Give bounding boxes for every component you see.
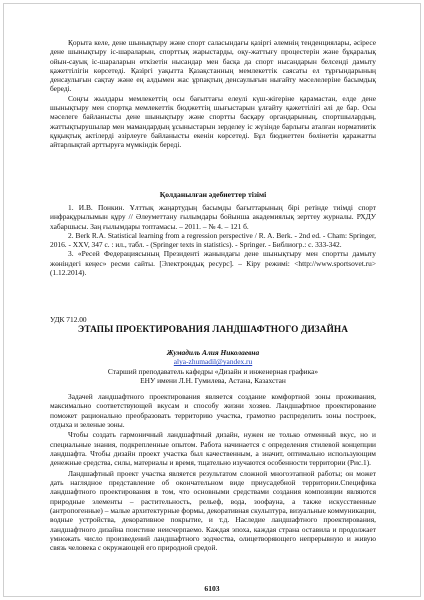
page-number: 6103: [204, 584, 220, 593]
author-block: [50, 348, 376, 386]
paragraph: Ландшафтный проект участка является результатом сложной многоэтапной работы; он может дать наглядное представление об окончательном виде приусадебной территории.Специфика ландшафтного проектирования в том, что основными средствами создания композиции являются природные элементы – растительность, рельеф, вода, зоофауна, а также искусственные (антропогенные) – малые архитектурные формы, декоративная скульптура, визуальные коммуникации, водные устройства, декоративное покрытие, и т.д. Наследие ландшафтного проектирования, ландшафтного дизайна поистине неисчерпаемо. Каждая эпоха, каждая страна оставила и продолжает умножать число произведений ландшафтного зодчества, олицетворяющего непрерывную и живую связь человека с окружающей его природной средой.: [50, 468, 376, 553]
paragraph: Қорыта келе, дене шынықтыру және спорт саласындағы қазіргі әлемнің тенденциялары, әсіресе дене шынықтыру іс-шараларын, спорттық жарыстарды, оқу-жаттығу процестерін және бұқаралық ойын-сауық іс-шараларын өткізетін нысандар мен басқа да спорт нысандарын белсенді дамыту қажеттілігін көрсетеді. Қазіргі уақытта Қазақстанның мемлекеттік саясаты ел тұрғындарының денсаулығын сақтау және ең алдымен жас ұрпақтың денсаулығын нығайту мәселелеріне басымдық береді.: [50, 38, 376, 94]
author-name: Жумадиль Алия Николаевна: [166, 348, 260, 357]
author-affiliation: ЕНУ имени Л.Н. Гумилева, Астана, Казахстан: [140, 376, 286, 386]
reference-item: 2. Berk R.A. Statistical learning from a regression perspective / R. A. Berk. - 2nd ed. - Cham: Springer, 2016. - XXV, 347 с. : ил., табл. - (Springer texts in statistics). - Springer. - Библиогр.: с. 333-342.: [50, 230, 376, 250]
author-position: Старший преподаватель кафедры «Дизайн и инженерная графика»: [107, 366, 319, 376]
article-body: [50, 392, 376, 554]
reference-item: 3. «Ресей Федерациясының Президенті жанындағы дене шынықтыру мен спортты дамыту жөніндегі кеңес» ресми сайты. [Электрондық ресурс]. – Кіру режимі: <http://www.sportsovet.ru> (1.12.2014).: [50, 249, 376, 278]
references-heading: Қолданылған әдебиеттер тізімі: [159, 190, 267, 199]
paragraph: Соңғы жылдары мемлекеттің осы бағыттағы елеулі күш-жігеріне қарамастан, елде дене шынықтыру мен спортқа мемлекеттік бюджеттің шығыстарын ұлғайту қажеттілігі әлі де бар. Осы мәселеге байланысты дене шынықтыру және спортты басқару органдарының, спортшылардың, жаттықтырушылар мен мамандардың ұсыныстарын зерделеу іс жүзінде барлығы аталған нормативтік құқықтық актілерді әзірлеуге байланысты екенін көрсетеді. Бұл бюджеттен бөлінетін қаражатты айтарлықтай арттыруға мүмкіндік береді.: [50, 93, 376, 150]
article-title: ЭТАПЫ ПРОЕКТИРОВАНИЯ ЛАНДШАФТНОГО ДИЗАЙНА: [77, 325, 349, 335]
author-email-link[interactable]: alya-zhumadil@yandex.ru: [173, 357, 253, 367]
intro-text-block: [50, 38, 376, 150]
references-list: [50, 203, 376, 277]
udk-code: УДК 712.00: [50, 315, 87, 324]
paragraph: Задачей ландшафтного проектирования является создание комфортной зоны проживания, максимально соответствующей вкусам и способу жизни хозяев. Ландшафтное проектирование поможет рационально преобразовать территорию участка, грамотно распределить зоны построек, отдыха и зеленые зоны.: [50, 392, 376, 429]
paragraph: Чтобы создать гармоничный ландшафтный дизайн, нужен не только отменный вкус, но и специальные знания, подкрепленные опытом. Работа начинается с определения стилевой концепции ландшафта. Чтобы дизайн проект участка был качественным, а значит, оптимально использующим денежные средства, силы, материалы и время, тщательно изучаются особенности территории (Рис.1).: [50, 430, 376, 468]
reference-item: 1. И.В. Понкин. Ұлттық жаңартудың басымды бағыттарының бірі ретінде тиімді спорт инфрақұрылымын құру // Әлеуметтану ғылымдары бойынша академиялық зерттеу журналы. РХДУ хабаршысы. Заң ғылымдары топтамасы. – 2011. – № 4. – 121 б.: [50, 203, 376, 231]
